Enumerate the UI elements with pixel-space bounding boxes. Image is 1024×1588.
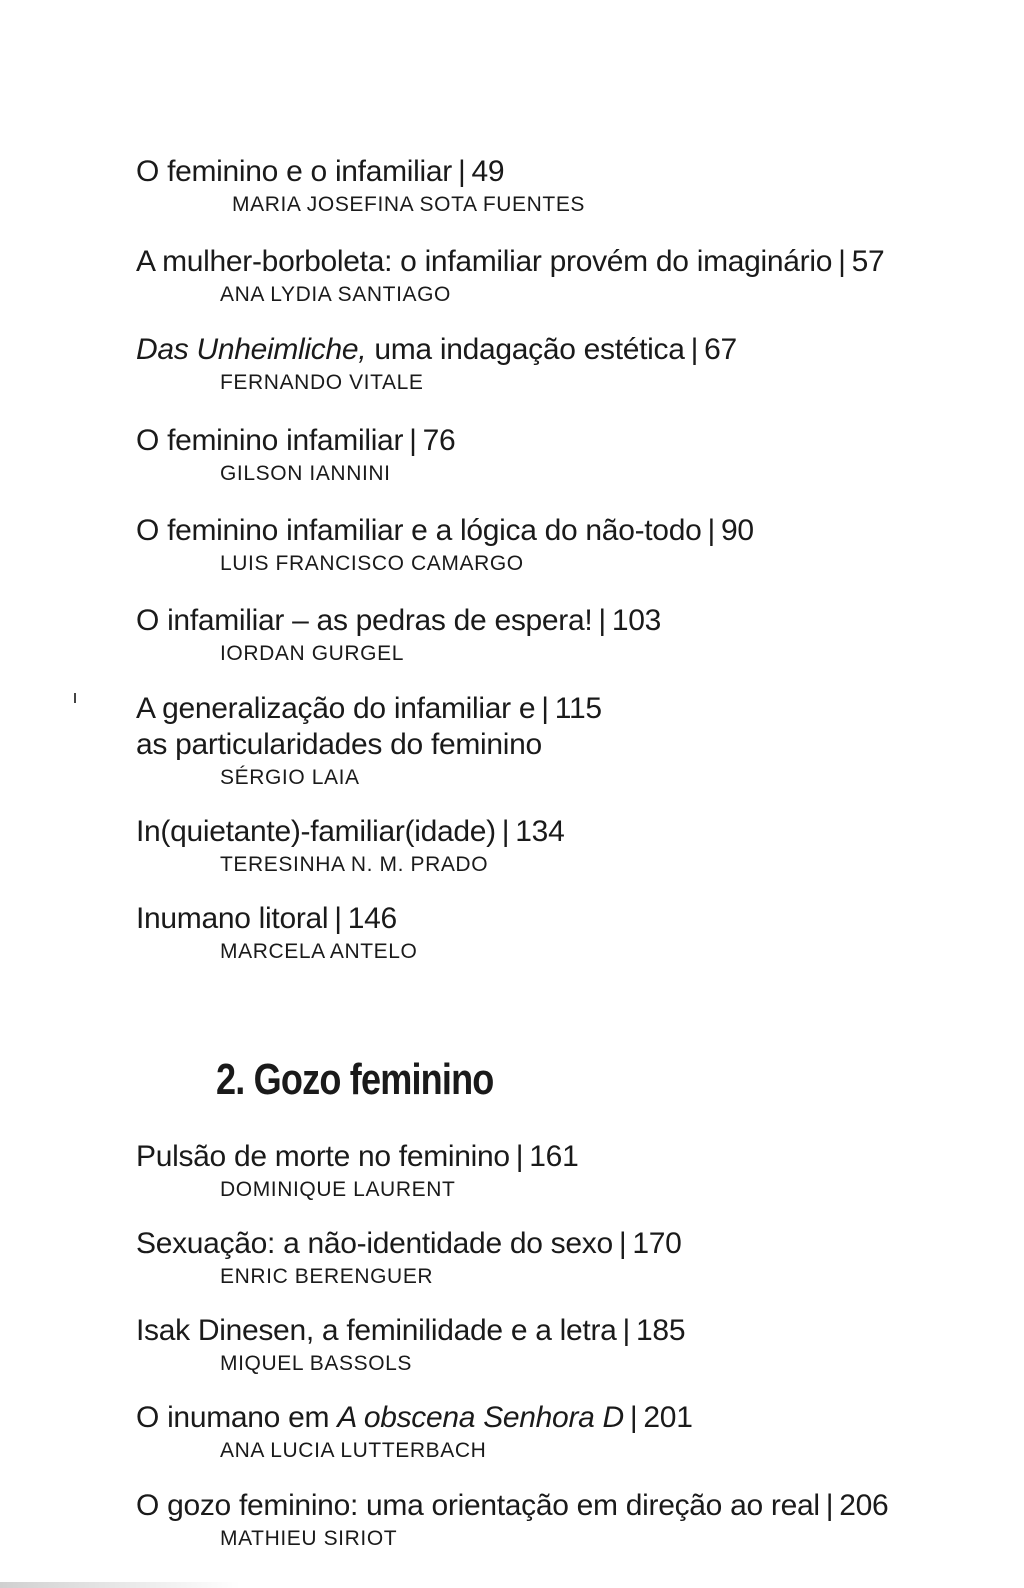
entry-title-text: Inumano litoral: [136, 902, 329, 935]
page-separator: |: [598, 604, 606, 637]
entry-title-text: O infamiliar – as pedras de espera!: [136, 604, 593, 637]
entry-title: [136, 814, 976, 850]
entry-title: [136, 901, 976, 937]
page-number: 103: [611, 604, 662, 637]
toc-entry: [136, 814, 976, 878]
entry-title: [136, 1139, 976, 1175]
entry-author: TERESINHA N. M. PRADO: [220, 853, 489, 876]
entry-author: MIQUEL BASSOLS: [220, 1352, 413, 1375]
page-separator: |: [707, 514, 715, 547]
entry-title-text: O feminino infamiliar: [136, 424, 404, 457]
page-number: 115: [554, 692, 602, 725]
entry-title: [136, 332, 976, 368]
entry-author: MARIA JOSEFINA SOTA FUENTES: [232, 193, 586, 216]
entry-title-text: A mulher-borboleta: o infamiliar provém do imaginário: [136, 245, 833, 278]
entry-title-italic: Das Unheimliche,: [136, 333, 367, 366]
page-separator: |: [690, 333, 699, 366]
entry-title-text: A generalização do infamiliar e: [136, 692, 536, 725]
entry-title-text: O feminino infamiliar e a lógica do não-todo: [136, 514, 702, 547]
page-separator: |: [618, 1227, 627, 1260]
toc-entry: [136, 244, 976, 308]
toc-entry: [136, 332, 976, 396]
page-number: 134: [515, 815, 565, 848]
page-number: 146: [347, 902, 397, 935]
page-number: 49: [471, 155, 505, 188]
entry-author: LUIS FRANCISCO CAMARGO: [220, 552, 524, 575]
page-separator: |: [825, 1489, 834, 1522]
entry-title: [136, 244, 976, 280]
toc-entry: [136, 423, 976, 487]
toc-entry: [136, 1139, 976, 1203]
entry-title-text: In(quietante)-familiar(idade): [136, 815, 496, 848]
page-number: 185: [636, 1314, 686, 1347]
entry-title-line2: as particularidades do feminino: [136, 728, 542, 761]
page-separator: |: [515, 1140, 524, 1173]
entry-title-italic: A obscena Senhora D: [337, 1401, 624, 1434]
page-number: 76: [422, 424, 456, 457]
scan-shadow: [0, 1582, 240, 1588]
entry-author: SÉRGIO LAIA: [220, 766, 360, 789]
entry-author: MARCELA ANTELO: [220, 940, 418, 963]
entry-title: [136, 691, 976, 727]
entry-title: [136, 154, 976, 190]
entry-author: FERNANDO VITALE: [220, 371, 424, 394]
entry-title: [136, 513, 976, 549]
entry-title: [136, 1226, 976, 1262]
entry-title: [136, 423, 976, 459]
toc-entry: [136, 691, 976, 791]
page-separator: |: [838, 245, 846, 278]
entry-title: [136, 1488, 976, 1524]
page-number: 170: [632, 1227, 682, 1260]
entry-author: ANA LYDIA SANTIAGO: [220, 283, 451, 306]
page-separator: |: [501, 815, 510, 848]
page-number: 161: [529, 1140, 579, 1173]
page-number: 57: [851, 245, 885, 278]
page-separator: |: [541, 692, 549, 725]
page-separator: |: [629, 1401, 638, 1434]
toc-entry: [136, 154, 976, 218]
page-separator: |: [622, 1314, 631, 1347]
section-heading: 2. Gozo feminino: [216, 1055, 494, 1104]
entry-title-text: Isak Dinesen, a feminilidade e a letra: [136, 1314, 617, 1347]
toc-entry: [136, 1400, 976, 1464]
page-separator: |: [334, 902, 342, 935]
entry-title: [136, 1400, 976, 1436]
page-number: 201: [643, 1401, 693, 1434]
entry-author: GILSON IANNINI: [220, 462, 391, 485]
toc-entry: [136, 901, 976, 965]
page-number: 67: [704, 333, 737, 366]
entry-author: DOMINIQUE LAURENT: [220, 1178, 456, 1201]
toc-entry: [136, 1313, 976, 1377]
entry-title-text: O feminino e o infamiliar: [136, 155, 452, 188]
toc-entry: [136, 603, 976, 667]
entry-author: ENRIC BERENGUER: [220, 1265, 434, 1288]
entry-title-text: Pulsão de morte no feminino: [136, 1140, 510, 1173]
toc-entry: [136, 513, 976, 577]
entry-author: ANA LUCIA LUTTERBACH: [220, 1439, 487, 1462]
entry-title-text: O gozo feminino: uma orientação em direção ao real: [136, 1489, 820, 1522]
entry-title-text: Sexuação: a não-identidade do sexo: [136, 1227, 613, 1260]
page-number: 206: [839, 1489, 889, 1522]
page-number: 90: [720, 514, 754, 547]
scan-mark: [74, 693, 76, 703]
entry-title: [136, 603, 976, 639]
page-separator: |: [457, 155, 466, 188]
entry-title-text: O inumano em: [136, 1401, 338, 1434]
entry-title: [136, 1313, 976, 1349]
toc-entry: [136, 1226, 976, 1290]
page-separator: |: [409, 424, 417, 457]
entry-author: IORDAN GURGEL: [220, 642, 404, 665]
entry-author: MATHIEU SIRIOT: [220, 1527, 398, 1550]
entry-title-text: uma indagação estética: [366, 333, 685, 366]
toc-entry: [136, 1488, 976, 1552]
